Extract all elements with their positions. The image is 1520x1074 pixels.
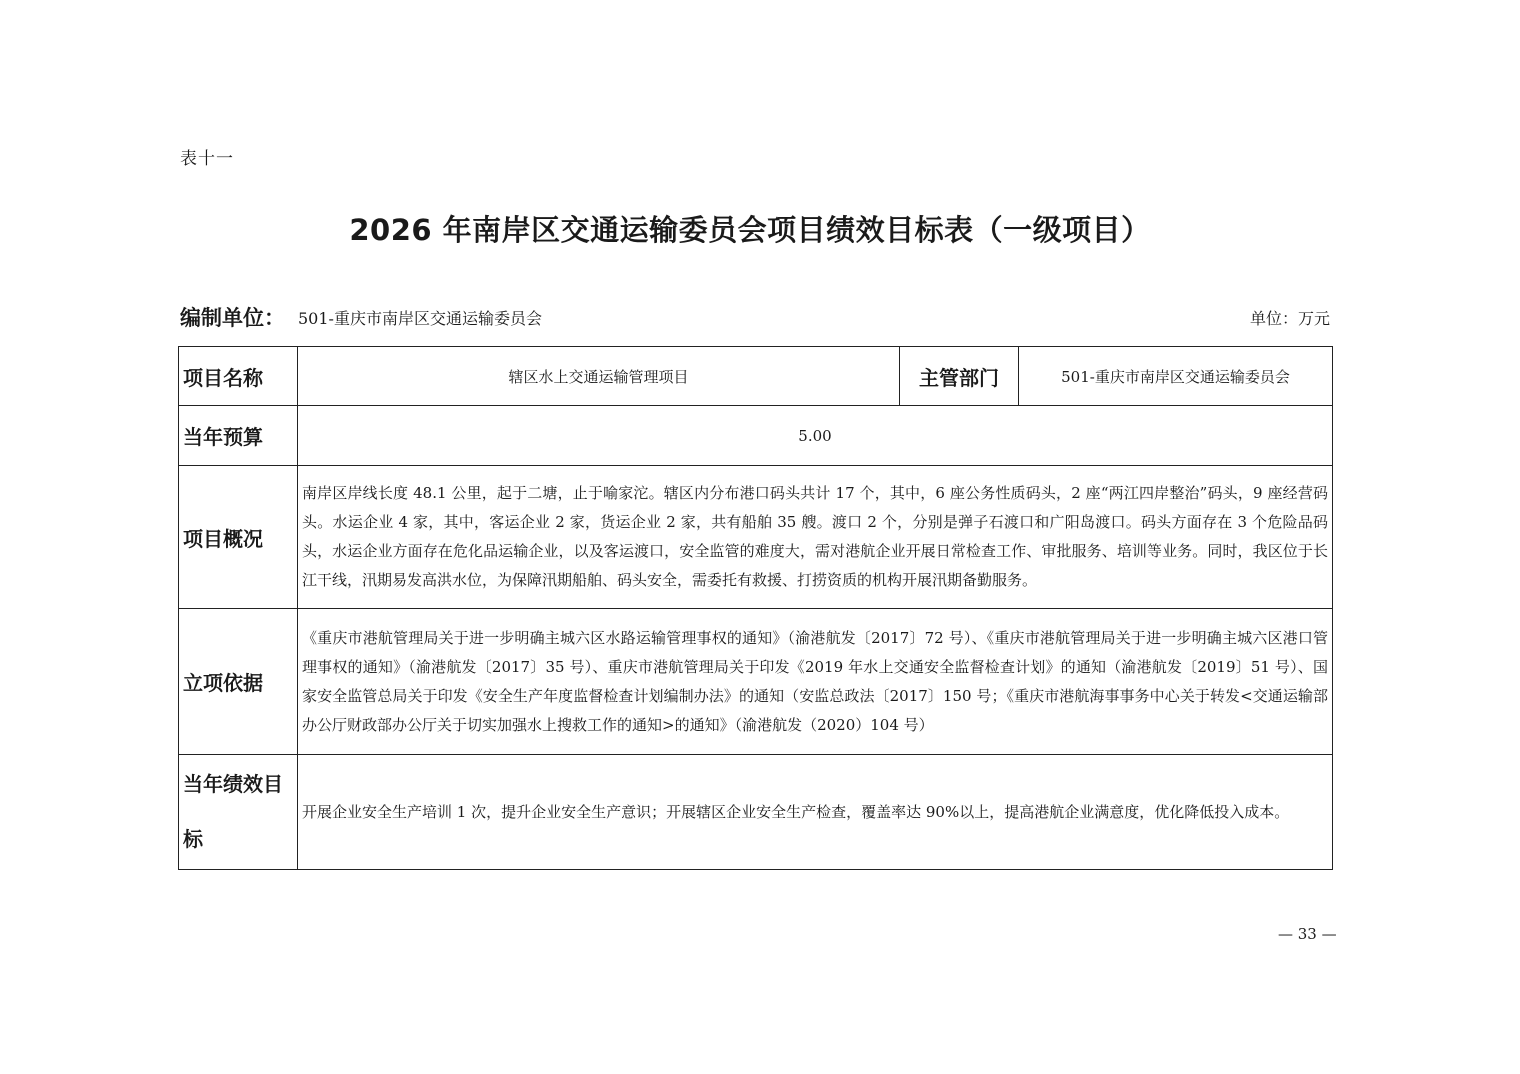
table-row [179, 755, 1333, 870]
project-name-label: 项目名称 [179, 347, 298, 406]
basis-text: 《重庆市港航管理局关于进一步明确主城六区水路运输管理事权的通知》（渝港航发〔2017〕72 号）、《重庆市港航管理局关于进一步明确主城六区港口管理事权的通知》（渝港航发〔2017〕35 号）、重庆市港航管理局关于印发《2019 年水上交通安全监督检查计划》的通知（渝港航发〔2019〕51 号）、国家安全监管总局关于印发《安全生产年度监督检查计划编制办法》的通知（安监总政法〔2017〕150 号；《重庆市港航海事事务中心关于转发<交通运输部办公厅财政部办公厅关于切实加强水上搜救工作的通知>的通知》（渝港航发（2020）104 号） [298, 609, 1333, 755]
overview-text: 南岸区岸线长度 48.1 公里，起于二塘，止于喻家沱。辖区内分布港口码头共计 17 个，其中，6 座公务性质码头，2 座“两江四岸整治”码头，9 座经营码头。水运企业 4 家，其中，客运企业 2 家，货运企业 2 家，共有船舶 35 艘。渡口 2 个，分别是弹子石渡口和广阳岛渡口。码头方面存在 3 个危险品码头，水运企业方面存在危化品运输企业，以及客运渡口，安全监管的难度大，需对港航企业开展日常检查工作、审批服务、培训等业务。同时，我区位于长江干线，汛期易发高洪水位，为保障汛期船舶、码头安全，需委托有救援、打捞资质的机构开展汛期备勤服务。 [298, 466, 1333, 609]
table-row [179, 347, 1333, 406]
goal-text: 开展企业安全生产培训 1 次，提升企业安全生产意识；开展辖区企业安全生产检查，覆盖率达 90%以上，提高港航企业满意度，优化降低投入成本。 [298, 755, 1333, 870]
goal-label: 当年绩效目标 [179, 755, 298, 870]
overview-label: 项目概况 [179, 466, 298, 609]
table-row [179, 406, 1333, 466]
performance-target-table [178, 346, 1333, 870]
currency-unit: 单位：万元 [1249, 309, 1330, 328]
basis-label: 立项依据 [179, 609, 298, 755]
department-value: 501-重庆市南岸区交通运输委员会 [1019, 347, 1333, 406]
table-number-label: 表十一 [180, 149, 234, 169]
budget-label: 当年预算 [179, 406, 298, 466]
compiling-unit-value: 501-重庆市南岸区交通运输委员会 [298, 309, 542, 328]
budget-value: 5.00 [298, 406, 1333, 466]
page-number: — 33 — [1278, 925, 1337, 943]
department-label: 主管部门 [900, 347, 1019, 406]
table-row [179, 609, 1333, 755]
document-title: 2026 年南岸区交通运输委员会项目绩效目标表（一级项目） [349, 213, 1151, 247]
project-name-value: 辖区水上交通运输管理项目 [298, 347, 900, 406]
meta-row [180, 302, 1330, 332]
compiling-unit-label: 编制单位： [180, 306, 285, 330]
table-row [179, 466, 1333, 609]
